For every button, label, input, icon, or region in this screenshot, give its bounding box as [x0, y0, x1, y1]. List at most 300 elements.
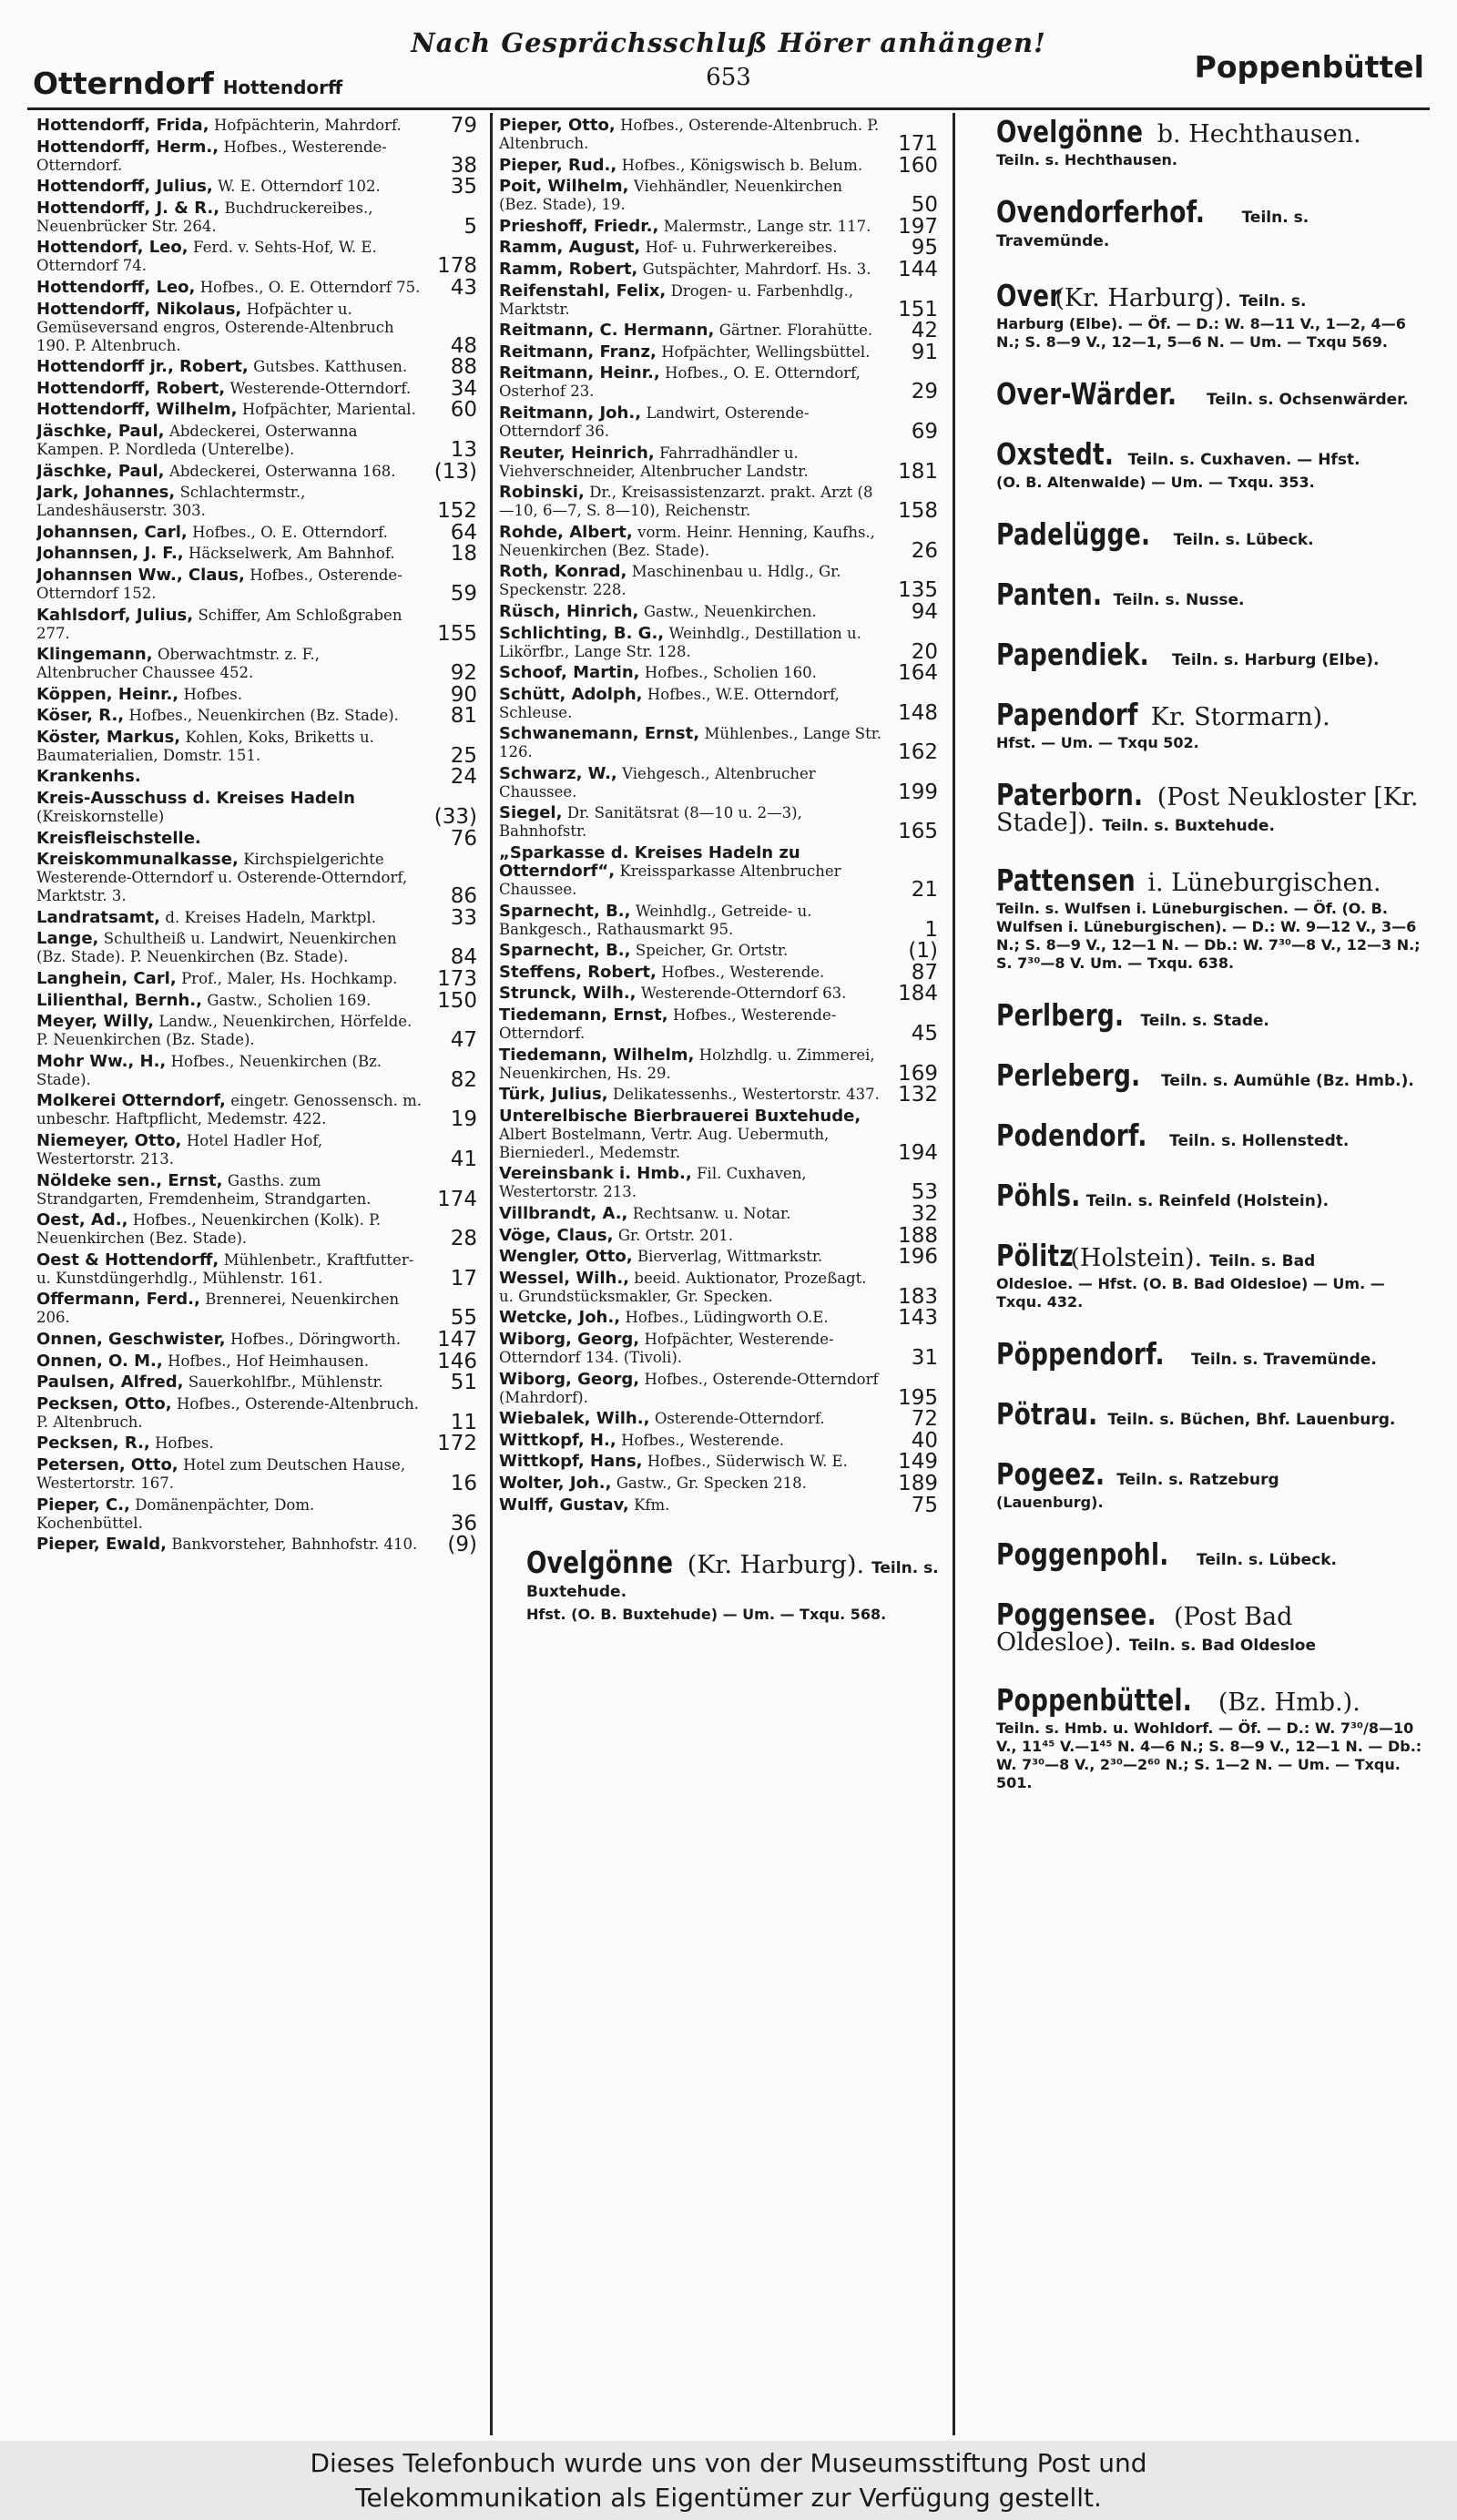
listing-phone-number: 162 — [898, 740, 938, 765]
place-info: Teiln. s. — [1238, 292, 1307, 311]
listing-name: Rüsch, Hinrich, — [499, 601, 639, 621]
listing-phone-number: 197 — [898, 214, 938, 239]
listing-phone-number: 24 — [450, 765, 477, 790]
listing-entry — [36, 682, 483, 707]
listing-phone-number: 16 — [450, 1471, 477, 1495]
place-entry — [962, 576, 1424, 612]
listing-phone-number: 42 — [911, 319, 938, 343]
listing-name: Reitmann, Heinr., — [499, 363, 660, 383]
listing-phone-number: (13) — [433, 459, 477, 484]
listing-description: Gastw., Gr. Specken 218. — [616, 1474, 807, 1492]
listing-entry — [36, 275, 483, 300]
listing-entry — [499, 1369, 943, 1410]
listing-entry — [499, 483, 943, 524]
listing-description: Holzhdlg. u. Zimmerei, Neuenkirchen, Hs. 29. — [499, 1046, 875, 1082]
listing-entry — [499, 1329, 943, 1370]
place-info: Teiln. s. Ratzeburg — [1116, 1471, 1279, 1489]
listing-name: Sparnecht, B., — [499, 901, 631, 921]
place-name: Pöppendorf. — [996, 1336, 1165, 1372]
place-details: Harburg (Elbe). — Öf. — D.: W. 8—11 V., 1—2, 4—6 N.; S. 8—9 V., 12—1, 5—6 N. — Um. — Txqu 569. — [996, 315, 1406, 351]
place-entry — [962, 278, 1424, 352]
listing-phone-number: 76 — [450, 826, 477, 851]
header-left-place-name: Otterndorf — [33, 66, 214, 101]
listing-phone-number: 75 — [911, 1493, 938, 1517]
listing-entry — [36, 1496, 483, 1533]
listing-entry — [36, 1371, 483, 1395]
place-entry — [962, 1238, 1424, 1311]
listing-entry — [36, 565, 483, 606]
place-info: Teiln. s. Buxtehude. — [526, 1558, 939, 1601]
place-entry — [962, 1336, 1424, 1372]
listing-phone-number: 151 — [898, 297, 938, 321]
listing-name: Hottendorf, Leo, — [36, 238, 188, 258]
listing-phone-number: (9) — [447, 1533, 477, 1557]
listing-description: Fil. Cuxhaven, Westertorstr. 213. — [499, 1165, 807, 1201]
listing-entry — [36, 727, 483, 768]
listing-description: Drogen- u. Farbenhdlg., Marktstr. — [499, 281, 854, 318]
listing-entry — [499, 1306, 943, 1331]
listing-entry — [36, 850, 483, 909]
listing-name: Wetcke, Joh., — [499, 1308, 621, 1328]
listing-description: Prof., Maler, Hs. Hochkamp. — [181, 970, 398, 988]
listing-name: Köser, R., — [36, 706, 125, 726]
listing-phone-number: 20 — [911, 639, 938, 664]
listing-name: Wolter, Joh., — [499, 1473, 612, 1493]
listing-description: Kirchspielgerichte Westerende-Otterndorf u. Osterende-Otterndorf, Marktstr. 3. — [36, 851, 408, 905]
listing-name: Nöldeke sen., Ernst, — [36, 1170, 223, 1190]
header-rule — [27, 107, 1430, 110]
listing-phone-number: (33) — [433, 805, 477, 830]
listing-description: Domänenpächter, Dom. Kochenbüttel. — [36, 1495, 315, 1532]
place-info: Teiln. s. Büchen, Bhf. Lauenburg. — [1107, 1411, 1396, 1429]
place-name: Over-Wärder. — [996, 376, 1177, 412]
listing-entry — [499, 1164, 943, 1205]
place-suffix: b. Hechthausen. — [1156, 120, 1361, 148]
listing-entry — [36, 967, 483, 992]
listing-phone-number: 43 — [450, 275, 477, 300]
place-entry — [962, 697, 1424, 752]
listing-entry — [36, 905, 483, 930]
listing-description: Hofbes., Westerende-Otterndorf. — [499, 1006, 837, 1043]
listing-description: Brennerei, Neuenkirchen 206. — [36, 1291, 400, 1327]
listing-name: Langhein, Carl, — [36, 969, 177, 989]
listing-name: Unterelbische Bierbrauerei Buxtehude, — [499, 1106, 861, 1126]
listing-name: Schütt, Adolph, — [499, 684, 643, 704]
listing-description: Bierverlag, Wittmarkstr. — [637, 1248, 823, 1266]
header-left-place — [33, 66, 342, 101]
listing-name: Jark, Johannes, — [36, 483, 176, 503]
listing-entry — [499, 1223, 943, 1248]
listing-entry — [499, 843, 943, 903]
listing-name: Kahlsdorf, Julius, — [36, 605, 194, 625]
listing-description: Speicher, Gr. Ortstr. — [635, 942, 789, 960]
listing-entry — [499, 1202, 943, 1226]
listing-description: Hofbes., O. E. Otterndorf. — [192, 523, 388, 541]
listing-name: Kreisfleischstelle. — [36, 828, 201, 848]
place-entry — [962, 376, 1424, 412]
listing-description: Hofbes., Westerende. — [661, 963, 825, 981]
place-suffix: (Post Bad Oldesloe). — [996, 1603, 1293, 1657]
listing-entry — [499, 939, 943, 964]
listing-name: Ramm, Robert, — [499, 259, 638, 279]
place-info: Teiln. s. Travemünde. — [996, 209, 1309, 250]
listing-description: Hofbes., Osterende-Altenbruch. P. Altenbruch. — [499, 117, 880, 152]
listing-entry — [36, 1456, 483, 1493]
place-info: Teiln. s. Reinfeld (Holstein). — [1085, 1192, 1330, 1210]
listing-phone-number: 47 — [450, 1028, 477, 1053]
place-name: Podendorf. — [996, 1117, 1147, 1153]
listing-entry — [499, 214, 943, 239]
listing-entry — [499, 803, 943, 844]
listing-name: Wittkopf, H., — [499, 1430, 616, 1450]
place-name: Pogeez. — [996, 1456, 1105, 1492]
listing-phone-number: 32 — [911, 1202, 938, 1226]
listing-entry — [36, 1012, 483, 1053]
listing-description: Hofbes., O. E. Otterndorf, Osterhof 23. — [499, 364, 861, 401]
place-name: Papendiek. — [996, 637, 1149, 672]
listing-name: Roth, Konrad, — [499, 562, 627, 582]
place-name: Pötrau. — [996, 1396, 1098, 1432]
listing-name: Wiebalek, Wilh., — [499, 1409, 650, 1429]
place-info: Teiln. s. Lübeck. — [1197, 1551, 1337, 1569]
listing-entry — [499, 1407, 943, 1432]
listing-phone-number: 150 — [437, 988, 477, 1013]
listing-phone-number: 195 — [898, 1385, 938, 1410]
listing-name: Hottendorff, J. & R., — [36, 198, 220, 218]
listing-name: Prieshoff, Friedr., — [499, 216, 659, 236]
listing-entry — [36, 175, 483, 199]
listing-name: Köppen, Heinr., — [36, 684, 179, 704]
listing-name: Kreis-Ausschuss d. Kreises Hadeln — [36, 789, 355, 809]
listing-entry — [499, 340, 943, 364]
listing-phone-number: 60 — [450, 398, 477, 423]
listing-phone-number: 48 — [450, 333, 477, 358]
listing-entry — [499, 1450, 943, 1474]
listing-phone-number: 135 — [898, 578, 938, 603]
listing-description: Hofpächter, Mariental. — [241, 401, 416, 419]
listing-description: Albert Bostelmann, Vertr. Aug. Uebermuth, Bierniederl., Medemstr. — [499, 1125, 830, 1161]
listing-entry — [36, 1327, 483, 1352]
listing-description: Schiffer, Am Schloßgraben 277. — [36, 606, 402, 642]
listing-phone-number: 181 — [898, 459, 938, 484]
listing-phone-number: 184 — [898, 982, 938, 1006]
listing-description: Hofbes., Lüdingworth O.E. — [625, 1309, 829, 1327]
listing-description: Schlachtermstr., Landeshäuserstr. 303. — [36, 484, 306, 520]
listing-name: Sparnecht, B., — [499, 941, 631, 961]
place-details: Hfst. (O. B. Buxtehude) — Um. — Txqu. 568. — [526, 1605, 887, 1623]
listing-name: Rohde, Albert, — [499, 522, 633, 542]
listing-entry — [36, 1051, 483, 1092]
listing-name: Tiedemann, Wilhelm, — [499, 1045, 695, 1065]
listing-entry — [36, 1349, 483, 1373]
place-info: Teiln. s. Hollenstedt. — [1169, 1132, 1350, 1150]
listing-entry — [499, 623, 943, 664]
listing-phone-number: 88 — [450, 355, 477, 380]
place-entry — [962, 1117, 1424, 1153]
listing-phone-number: 19 — [450, 1107, 477, 1132]
listing-entry — [499, 1268, 943, 1309]
listing-phone-number: 178 — [437, 254, 477, 279]
place-name: Panten. — [996, 576, 1103, 612]
listing-entry — [36, 929, 483, 970]
listing-phone-number: 25 — [450, 743, 477, 768]
listing-phone-number: 72 — [911, 1407, 938, 1432]
place-details: (O. B. Altenwalde) — Um. — Txqu. 353. — [996, 474, 1315, 491]
listing-description: Ferd. v. Sehts-Hof, W. E. Otterndorf 74. — [36, 239, 377, 275]
listing-name: Türk, Julius, — [499, 1085, 608, 1105]
place-info: Teiln. s. Lübeck. — [1173, 531, 1314, 549]
place-entry — [962, 516, 1424, 552]
listing-phone-number: 94 — [911, 599, 938, 624]
footer-line-1: Dieses Telefonbuch wurde uns von der Museumsstiftung Post und — [310, 2448, 1147, 2478]
listing-phone-number: 1 — [924, 917, 938, 942]
listing-phone-number: 17 — [450, 1266, 477, 1291]
place-entry — [962, 117, 1424, 169]
listing-description: Schultheiß u. Landwirt, Neuenkirchen (Bz. Stade). P. Neuenkirchen (Bz. Stade). — [36, 930, 397, 966]
listing-name: Niemeyer, Otto, — [36, 1131, 182, 1150]
listing-entry — [499, 1045, 943, 1086]
listing-phone-number: 144 — [898, 257, 938, 281]
listing-name: Hottendorff, Wilhelm, — [36, 400, 238, 420]
listing-entry — [499, 319, 943, 343]
listing-name: Pieper, Otto, — [499, 117, 616, 135]
listing-description: Häckselwerk, Am Bahnhof. — [188, 545, 395, 563]
listing-description: (Kreiskornstelle) — [36, 808, 165, 826]
place-info: Teiln. s. Harburg (Elbe). — [1171, 651, 1380, 669]
listing-phone-number: 11 — [450, 1410, 477, 1434]
listing-description: Viehgesch., Altenbrucher Chaussee. — [499, 764, 816, 801]
listing-name: Mohr Ww., H., — [36, 1051, 167, 1071]
place-info: Teiln. s. Cuxhaven. — Hfst. — [1127, 451, 1360, 469]
listing-entry — [36, 137, 483, 178]
listing-description: Hofbes., Scholien 160. — [644, 664, 817, 682]
listing-entry — [36, 1533, 483, 1557]
listing-entry — [499, 661, 943, 686]
listing-phone-number: 188 — [898, 1223, 938, 1248]
place-name: Poggensee. — [996, 1597, 1156, 1632]
listing-phone-number: (1) — [908, 939, 938, 964]
listing-phone-number: 183 — [898, 1284, 938, 1309]
place-entry — [962, 1536, 1424, 1572]
listing-name: Krankenhs. — [36, 767, 141, 787]
listing-phone-number: 26 — [911, 538, 938, 563]
listing-phone-number: 91 — [911, 340, 938, 364]
listing-phone-number: 64 — [450, 520, 477, 545]
listing-description: Buchdruckereibes., Neuenbrücker Str. 264. — [36, 199, 373, 235]
listing-phone-number: 86 — [450, 884, 477, 909]
listing-description: Rechtsanw. u. Notar. — [632, 1205, 791, 1222]
listing-description: Weinhdlg., Getreide- u. Bankgesch., Rathausmarkt 95. — [499, 902, 812, 938]
column-divider-2 — [953, 113, 955, 2435]
listing-name: Poit, Wilhelm, — [499, 177, 629, 197]
place-entry — [962, 1057, 1424, 1093]
listing-description: Hofpächter u. Gemüseversand engros, Osterende-Altenbruch 190. P. Altenbruch. — [36, 300, 394, 354]
place-name: Ovelgönne — [996, 117, 1144, 149]
listing-name: Pieper, Ewald, — [36, 1535, 167, 1555]
listing-description: Hofbes., Süderwisch W. E. — [647, 1453, 848, 1471]
listing-description: Hotel zum Deutschen Hause, Westertorstr. 167. — [36, 1455, 406, 1492]
listing-description: Gastw., Neuenkirchen. — [643, 602, 817, 620]
column-2 — [499, 117, 943, 2430]
listing-description: Mühlenbetr., Kraftfutter- u. Kunstdüngerhdlg., Mühlenstr. 161. — [36, 1250, 414, 1287]
listing-description: d. Kreises Hadeln, Marktpl. — [165, 908, 376, 926]
listing-description: W. E. Otterndorf 102. — [218, 178, 381, 196]
listing-entry — [36, 789, 483, 830]
listing-description: Hotel Hadler Hof, Westertorstr. 213. — [36, 1132, 323, 1168]
listing-description: Hofpächter, Westerende-Otterndorf 134. (Tivoli). — [499, 1330, 834, 1366]
listing-entry — [499, 684, 943, 725]
listing-description: Gasths. zum Strandgarten, Fremdenheim, Strandgarten. — [36, 1171, 372, 1208]
place-info: Teiln. s. Bad Oldesloe — [1128, 1637, 1317, 1655]
place-name: Pöhls. — [996, 1178, 1081, 1213]
listing-name: Lange, — [36, 929, 99, 949]
listing-entry — [36, 1091, 483, 1132]
listing-phone-number: 143 — [898, 1306, 938, 1331]
place-details: Hfst. — Um. — Txqu 502. — [996, 734, 1199, 751]
listing-name: Tiedemann, Ernst, — [499, 1005, 668, 1025]
listing-description: Landw., Neuenkirchen, Hörfelde. P. Neuenkirchen (Bz. Stade). — [36, 1013, 413, 1049]
listing-name: Reifenstahl, Felix, — [499, 281, 667, 301]
place-entry — [962, 1682, 1424, 1792]
listing-phone-number: 21 — [911, 878, 938, 903]
listing-name: Hottendorff jr., Robert, — [36, 357, 249, 377]
listing-name: Schwanemann, Ernst, — [499, 724, 700, 744]
listing-description: Hofbes., Neuenkirchen (Bz. Stade). — [128, 707, 399, 725]
column-divider-1 — [490, 113, 493, 2435]
place-entry — [962, 194, 1424, 253]
listing-phone-number: 51 — [450, 1371, 477, 1395]
listing-entry — [36, 1250, 483, 1291]
listing-phone-number: 90 — [450, 682, 477, 707]
listing-description: Hofbes. — [183, 685, 243, 703]
place-info: Teiln. s. Stade. — [1140, 1012, 1269, 1030]
listing-name: Johannsen, J. F., — [36, 544, 184, 564]
header-instruction: Nach Gesprächsschluß Hörer anhängen! — [411, 27, 1046, 58]
listing-phone-number: 50 — [911, 193, 938, 218]
listing-name: Johannsen Ww., Claus, — [36, 565, 245, 585]
listing-entry — [499, 1106, 943, 1165]
listing-description: Hofbes., Osterende-Otterndorf 152. — [36, 566, 402, 602]
listing-name: Schlichting, B. G., — [499, 623, 665, 643]
listing-phone-number: 41 — [450, 1148, 477, 1171]
listing-entry — [36, 483, 483, 524]
listing-phone-number: 171 — [898, 132, 938, 156]
listing-entry — [499, 1245, 943, 1270]
listing-phone-number: 38 — [450, 153, 477, 178]
listing-phone-number: 18 — [450, 542, 477, 566]
listing-description: Westerende-Otterndorf 63. — [640, 985, 847, 1003]
listing-description: Hofbes., Osterende-Altenbruch. P. Altenbruch. — [36, 1394, 419, 1431]
listing-description: Hofbes., O. E. Otterndorf 75. — [199, 278, 421, 296]
listing-entry — [499, 901, 943, 942]
listing-description: Hofbes., Osterende-Otterndorf (Mahrdorf). — [499, 1370, 879, 1406]
listing-name: Reitmann, Franz, — [499, 342, 657, 362]
place-name: Over — [996, 278, 1062, 313]
listing-name: Wulff, Gustav, — [499, 1495, 629, 1515]
listing-description: vorm. Heinr. Henning, Kaufhs., Neuenkirchen (Bez. Stade). — [499, 523, 875, 559]
listing-phone-number: 28 — [450, 1227, 477, 1251]
listing-entry — [499, 153, 943, 178]
place-info: Teiln. s. Aumühle (Bz. Hmb.). — [1161, 1072, 1414, 1090]
listing-entry — [36, 542, 483, 566]
listing-name: Onnen, Geschwister, — [36, 1329, 226, 1349]
listing-name: Molkerei Otterndorf, — [36, 1091, 226, 1111]
listing-entry — [36, 355, 483, 380]
listing-name: Villbrandt, A., — [499, 1204, 628, 1223]
listing-entry — [36, 1395, 483, 1432]
listing-entry — [499, 1428, 943, 1453]
listing-phone-number: 79 — [450, 117, 477, 138]
listing-description: Gr. Ortstr. 201. — [617, 1226, 734, 1244]
place-name: Pölitz — [996, 1238, 1075, 1273]
listing-phone-number: 84 — [450, 945, 477, 970]
listing-entry — [36, 117, 483, 138]
listing-name: Pecksen, R., — [36, 1433, 150, 1454]
listing-phone-number: 53 — [911, 1180, 938, 1205]
listing-name: Pieper, C., — [36, 1495, 130, 1515]
column-3 — [962, 117, 1424, 2430]
listing-description: Landwirt, Osterende-Otterndorf 36. — [499, 403, 810, 440]
listing-phone-number: 155 — [437, 621, 477, 646]
listing-description: eingetr. Genossensch. m. unbeschr. Haftpflicht, Medemstr. 422. — [36, 1092, 423, 1128]
listing-name: Klingemann, — [36, 645, 153, 665]
place-entry — [962, 637, 1424, 672]
listing-entry — [499, 117, 943, 156]
place-name: Pattensen — [996, 862, 1136, 898]
listing-phone-number: 92 — [450, 661, 477, 686]
place-entry — [962, 1456, 1424, 1512]
listing-name: Strunck, Wilh., — [499, 984, 637, 1004]
listing-entry — [36, 238, 483, 279]
listing-description: Hofbes., Westerende. — [621, 1431, 785, 1449]
listing-description: Delikatessenhs., Westertorstr. 437. — [612, 1086, 880, 1104]
listing-phone-number: 36 — [450, 1511, 477, 1535]
place-suffix: Kr. Stormarn). — [1150, 703, 1330, 731]
listing-name: Ramm, August, — [499, 238, 641, 258]
listing-description: Westerende-Otterndorf. — [229, 379, 412, 397]
listing-name: Wengler, Otto, — [499, 1247, 633, 1267]
listing-phone-number: 95 — [911, 236, 938, 260]
listing-phone-number: 146 — [437, 1349, 477, 1373]
listing-entry — [36, 398, 483, 423]
listing-phone-number: 87 — [911, 960, 938, 985]
footer-line-2: Telekommunikation als Eigentümer zur Verfügung gestellt. — [355, 2483, 1102, 2513]
listing-description: Hof- u. Fuhrwerkereibes. — [645, 239, 838, 257]
place-suffix: (Holstein). — [1070, 1244, 1203, 1272]
listing-phone-number: 172 — [437, 1432, 477, 1456]
listing-entry — [36, 988, 483, 1013]
listing-phone-number: 147 — [437, 1327, 477, 1352]
page-header — [27, 18, 1430, 105]
listing-description: Oberwachtmstr. z. F., Altenbrucher Chaussee 452. — [36, 646, 321, 682]
listing-description: Hofbes. — [155, 1434, 214, 1453]
listing-description: Gastw., Scholien 169. — [207, 991, 372, 1009]
place-suffix: (Kr. Harburg). — [687, 1550, 865, 1579]
listing-phone-number: 158 — [898, 499, 938, 524]
listing-description: Sauerkohlfbr., Mühlenstr. — [188, 1373, 383, 1392]
listing-description: Hofbes., Döringworth. — [230, 1330, 401, 1348]
listing-description: Hofpächter, Wellingsbüttel. — [661, 342, 871, 361]
listing-name: Wessel, Wilh., — [499, 1268, 630, 1288]
header-right-place: Poppenbüttel — [1194, 49, 1424, 85]
listing-phone-number: 33 — [450, 905, 477, 930]
listing-name: Schoof, Martin, — [499, 663, 640, 683]
listing-entry — [36, 765, 483, 790]
listing-name: Landratsamt, — [36, 907, 161, 927]
listing-description: Kohlen, Koks, Briketts u. Baumaterialien, Domstr. 151. — [36, 728, 374, 764]
place-name: Papendorf — [996, 697, 1138, 732]
listing-entry — [36, 520, 483, 545]
